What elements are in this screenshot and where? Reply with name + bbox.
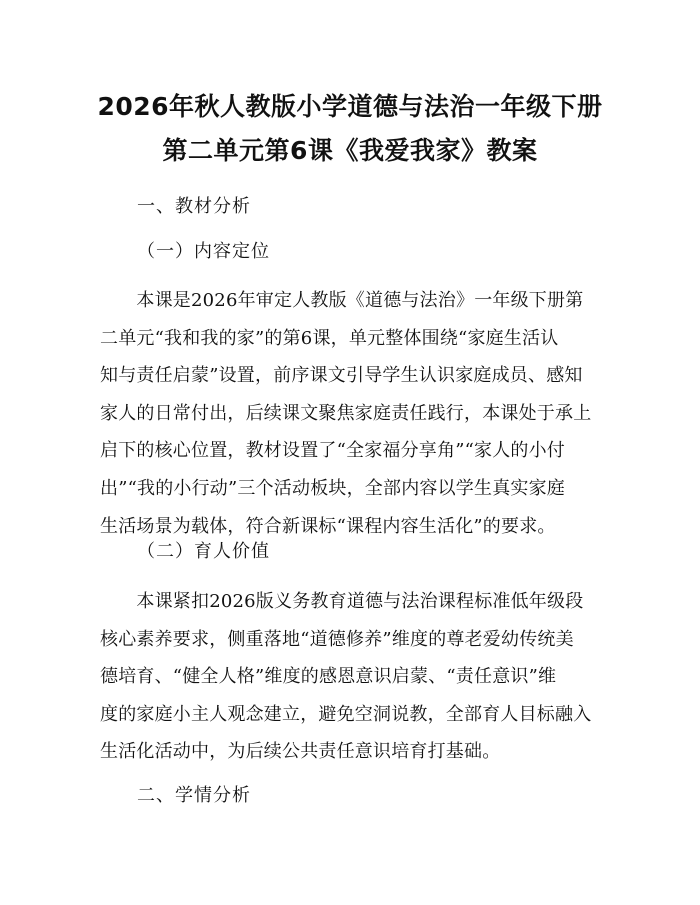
section-heading-learner-analysis: 二、学情分析 — [137, 785, 251, 806]
section-heading-textbook-analysis: 一、教材分析 — [137, 196, 251, 217]
paragraph-line: 出”“我的小行动”三个活动板块，全部内容以学生真实家庭 — [100, 477, 566, 499]
paragraph-line: 启下的核心位置，教材设置了“全家福分享角”“家人的小付 — [100, 440, 566, 462]
paragraph-line: 本课是2026年审定人教版《道德与法治》一年级下册第 — [100, 290, 584, 311]
paragraph-educational-value — [100, 583, 600, 771]
paragraph-line: 家人的日常付出，后续课文聚焦家庭责任践行，本课处于承上 — [100, 402, 592, 424]
paragraph-line: 核心素养要求，侧重落地“道德修养”维度的尊老爱幼传统美 — [100, 628, 574, 650]
paragraph-line: 生活化活动中，为后续公共责任意识培育打基础。 — [100, 741, 501, 763]
paragraph-line: 度的家庭小主人观念建立，避免空洞说教，全部育人目标融入 — [100, 703, 592, 725]
paragraph-line: 知与责任启蒙”设置，前序课文引导学生认识家庭成员、感知 — [100, 365, 583, 387]
subsection-heading-educational-value: （二）育人价值 — [137, 541, 270, 562]
paragraph-line: 德培育、“健全人格”维度的感恩意识启蒙、“责任意识”维 — [100, 666, 557, 688]
document-title-line-1: 2026年秋人教版小学道德与法治一年级下册 — [97, 92, 603, 121]
document-title-line-2: 第二单元第6课《我爱我家》教案 — [162, 136, 538, 165]
paragraph-content-positioning — [100, 282, 600, 545]
paragraph-line: 二单元“我和我的家”的第6课，单元整体围绕“家庭生活认 — [100, 327, 559, 349]
paragraph-line: 本课紧扣2026版义务教育道德与法治课程标准低年级段 — [100, 591, 584, 612]
paragraph-line: 生活场景为载体，符合新课标“课程内容生活化”的要求。 — [100, 515, 556, 537]
subsection-heading-content-positioning: （一）内容定位 — [137, 241, 270, 262]
